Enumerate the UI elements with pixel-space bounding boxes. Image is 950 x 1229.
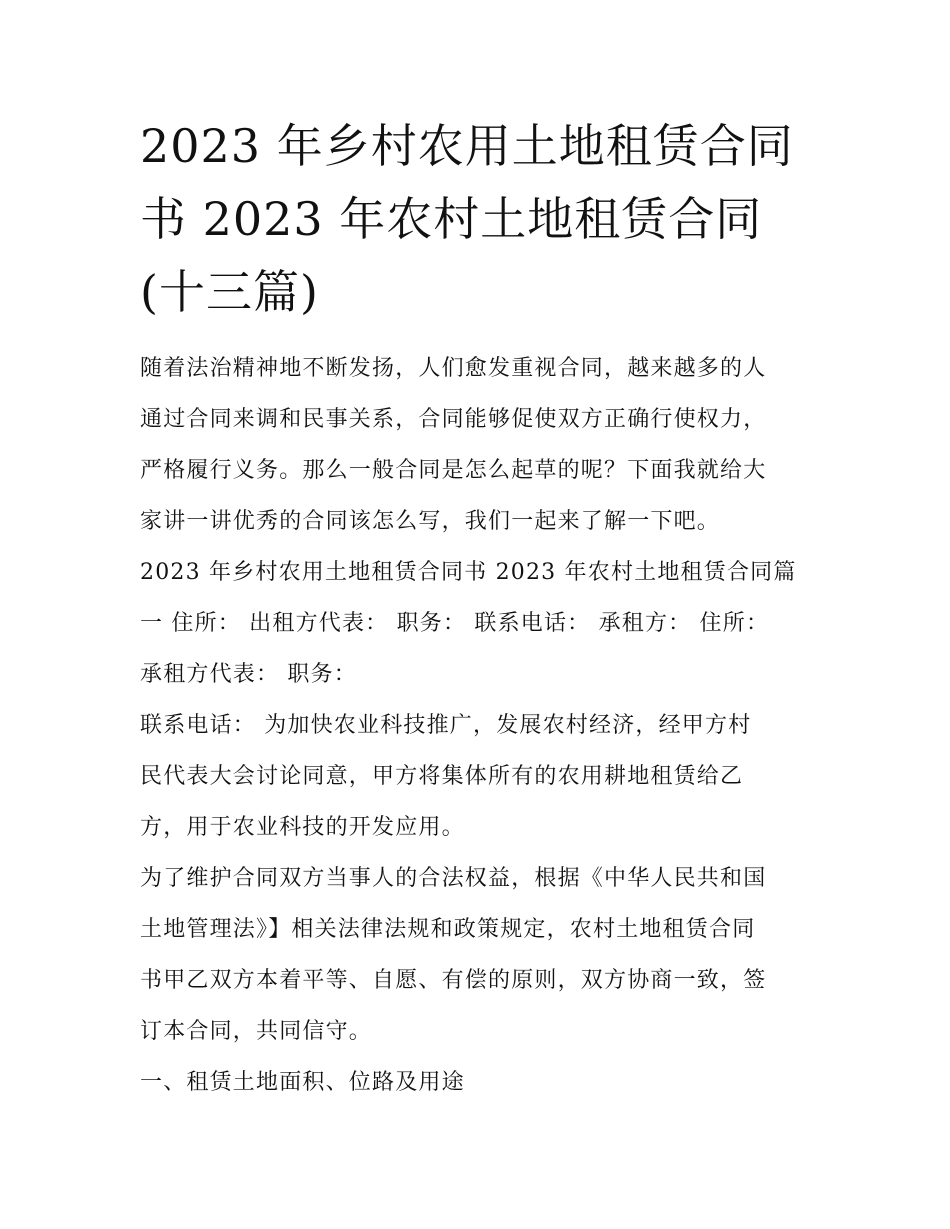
title-line-3: (十三篇): [140, 265, 319, 319]
title-line-1: 2023 年乡村农用土地租赁合同: [140, 119, 794, 173]
text-line: 一 住所： 出租方代表： 职务： 联系电话： 承租方： 住所：: [140, 611, 770, 636]
section-heading-1: [140, 1057, 820, 1108]
paragraph-purpose: [140, 700, 820, 853]
text-line: 严格履行义务。那么一般合同是怎么起草的呢？下面我就给大: [140, 458, 767, 483]
document-title: [140, 110, 820, 329]
text-line: 订本合同，共同信守。: [140, 1019, 373, 1044]
text-line: 书甲乙双方本着平等、自愿、有偿的原则，双方协商一致，签: [140, 968, 767, 993]
text-line: 随着法治精神地不断发扬，人们愈发重视合同，越来越多的人: [140, 356, 767, 381]
text-line: 土地管理法》】相关法律法规和政策规定，农村土地租赁合同: [140, 917, 756, 942]
text-line: 2023 年乡村农用土地租赁合同书 2023 年农村土地租赁合同篇: [140, 560, 797, 585]
paragraph-intro: [140, 343, 820, 547]
text-line: 通过合同来调和民事关系，合同能够促使双方正确行使权力，: [140, 407, 767, 432]
document-body: [140, 343, 820, 1108]
text-line: 为了维护合同双方当事人的合法权益，根据《中华人民共和国: [140, 866, 767, 891]
text-line: 家讲一讲优秀的合同该怎么写，我们一起来了解一下吧。: [140, 509, 721, 534]
text-line: 承租方代表： 职务：: [140, 662, 357, 687]
text-line: 民代表大会讨论同意，甲方将集体所有的农用耕地租赁给乙: [140, 764, 744, 789]
paragraph-parties: [140, 547, 820, 700]
title-line-2: 书 2023 年农村土地租赁合同: [140, 192, 763, 246]
text-line: 联系电话： 为加快农业科技推广，发展农村经济，经甲方村: [140, 713, 752, 738]
paragraph-legal-basis: [140, 853, 820, 1057]
document-page: [140, 110, 820, 1108]
text-line: 一、租赁土地面积、位路及用途: [140, 1070, 465, 1095]
text-line: 方，用于农业科技的开发应用。: [140, 815, 465, 840]
